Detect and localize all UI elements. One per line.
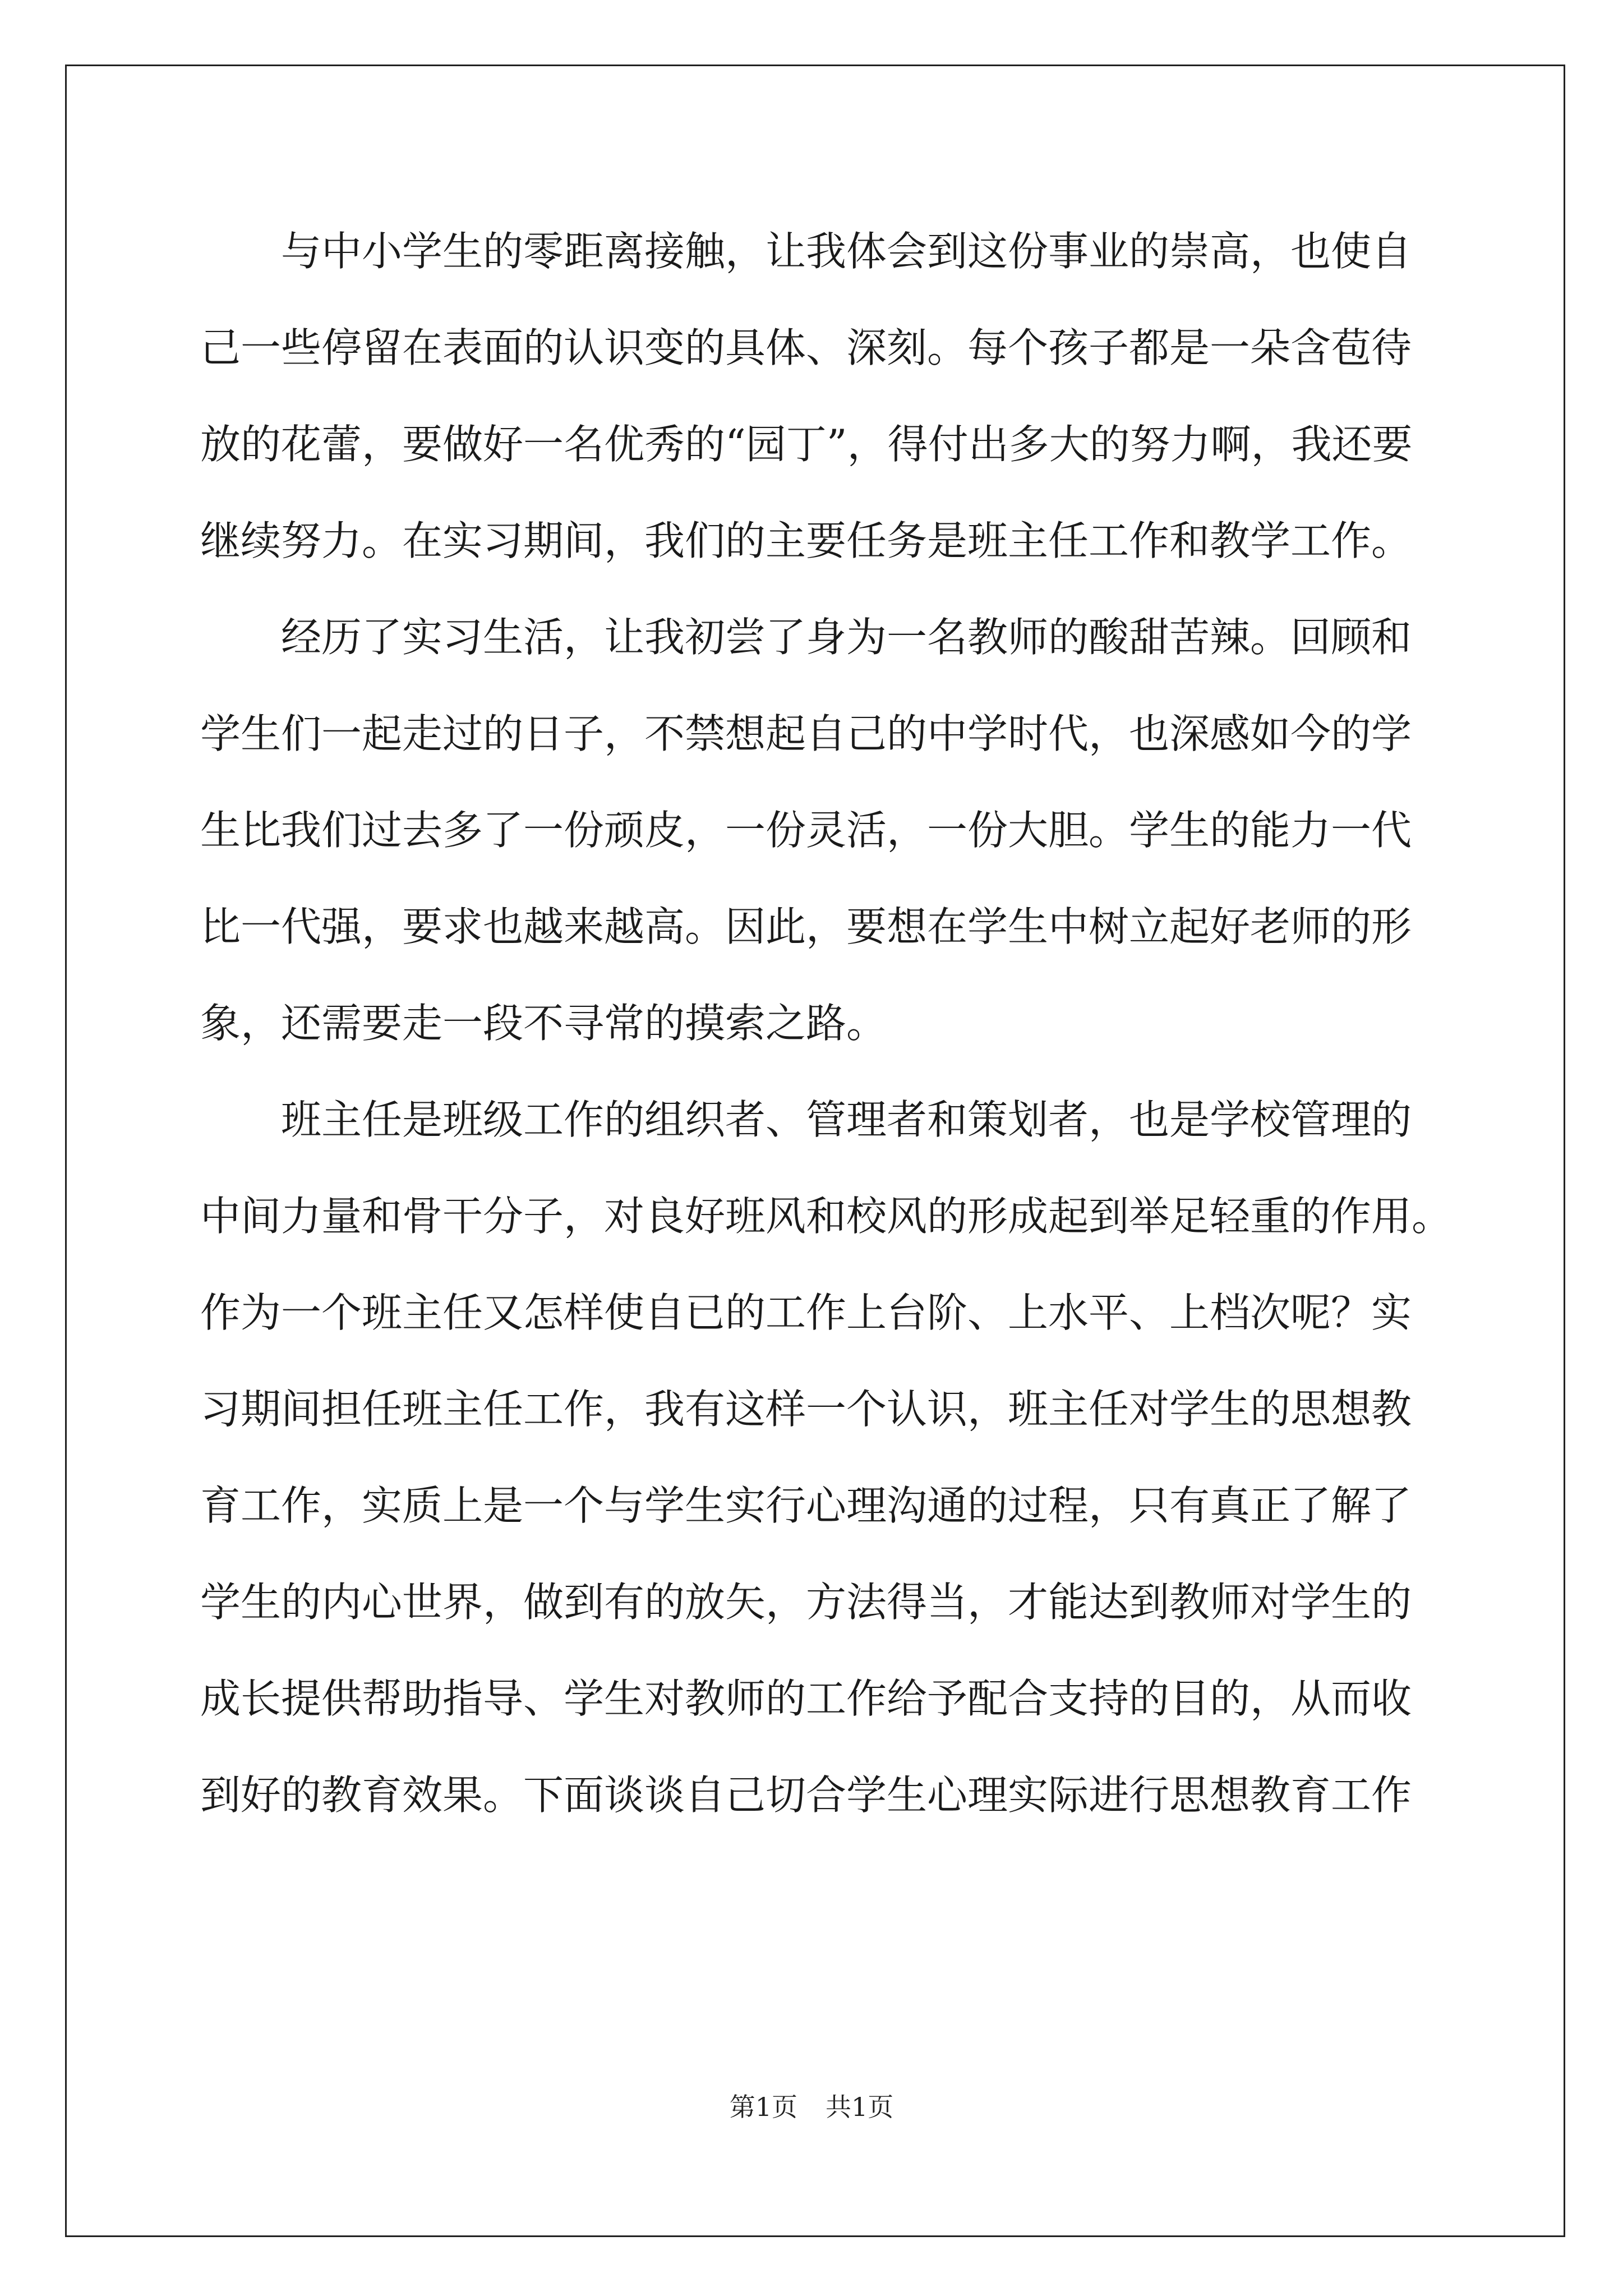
paragraph-1-line-2: 己一些停留在表面的认识变的具体、深刻。每个孩子都是一朵含苞待 xyxy=(200,324,1412,371)
paragraph-2-line-1: 经历了实习生活，让我初尝了身为一名教师的酸甜苦辣。回顾和 xyxy=(281,614,1412,661)
paragraph-2-line-4: 比一代强，要求也越来越高。因此，要想在学生中树立起好老师的形 xyxy=(200,903,1412,950)
paragraph-1-line-4: 继续努力。在实习期间，我们的主要任务是班主任工作和教学工作。 xyxy=(200,517,1412,564)
paragraph-2-line-2: 学生们一起走过的日子，不禁想起自己的中学时代，也深感如今的学 xyxy=(200,710,1412,757)
page-footer xyxy=(0,2087,1623,2124)
paragraph-3-line-7: 成长提供帮助指导、学生对教师的工作给予配合支持的目的，从而收 xyxy=(200,1675,1412,1722)
paragraph-3-line-2: 中间力量和骨干分子，对良好班风和校风的形成起到举足轻重的作用。 xyxy=(200,1193,1453,1240)
page-number: 第1页 xyxy=(729,2092,797,2122)
paragraph-3-line-8: 到好的教育效果。下面谈谈自己切合学生心理实际进行思想教育工作 xyxy=(200,1772,1412,1819)
paragraph-3-line-1: 班主任是班级工作的组织者、管理者和策划者，也是学校管理的 xyxy=(281,1096,1412,1143)
paragraph-3-line-6: 学生的内心世界，做到有的放矢，方法得当，才能达到教师对学生的 xyxy=(200,1579,1412,1626)
paragraph-3-line-5: 育工作，实质上是一个与学生实行心理沟通的过程，只有真正了解了 xyxy=(200,1482,1412,1529)
page-total: 共1页 xyxy=(826,2092,894,2122)
paragraph-3-line-4: 习期间担任班主任工作，我有这样一个认识，班主任对学生的思想教 xyxy=(200,1386,1412,1433)
paragraph-2-line-3: 生比我们过去多了一份顽皮，一份灵活，一份大胆。学生的能力一代 xyxy=(200,807,1412,854)
paragraph-1-line-3: 放的花蕾，要做好一名优秀的“园丁”，得付出多大的努力啊，我还要 xyxy=(200,421,1413,468)
document-body xyxy=(200,209,1488,1849)
paragraph-3-line-3: 作为一个班主任又怎样使自已的工作上台阶、上水平、上档次呢？实 xyxy=(200,1289,1412,1336)
paragraph-1-line-1: 与中小学生的零距离接触，让我体会到这份事业的崇高，也使自 xyxy=(281,228,1412,275)
paragraph-2-line-5: 象，还需要走一段不寻常的摸索之路。 xyxy=(200,1000,887,1047)
